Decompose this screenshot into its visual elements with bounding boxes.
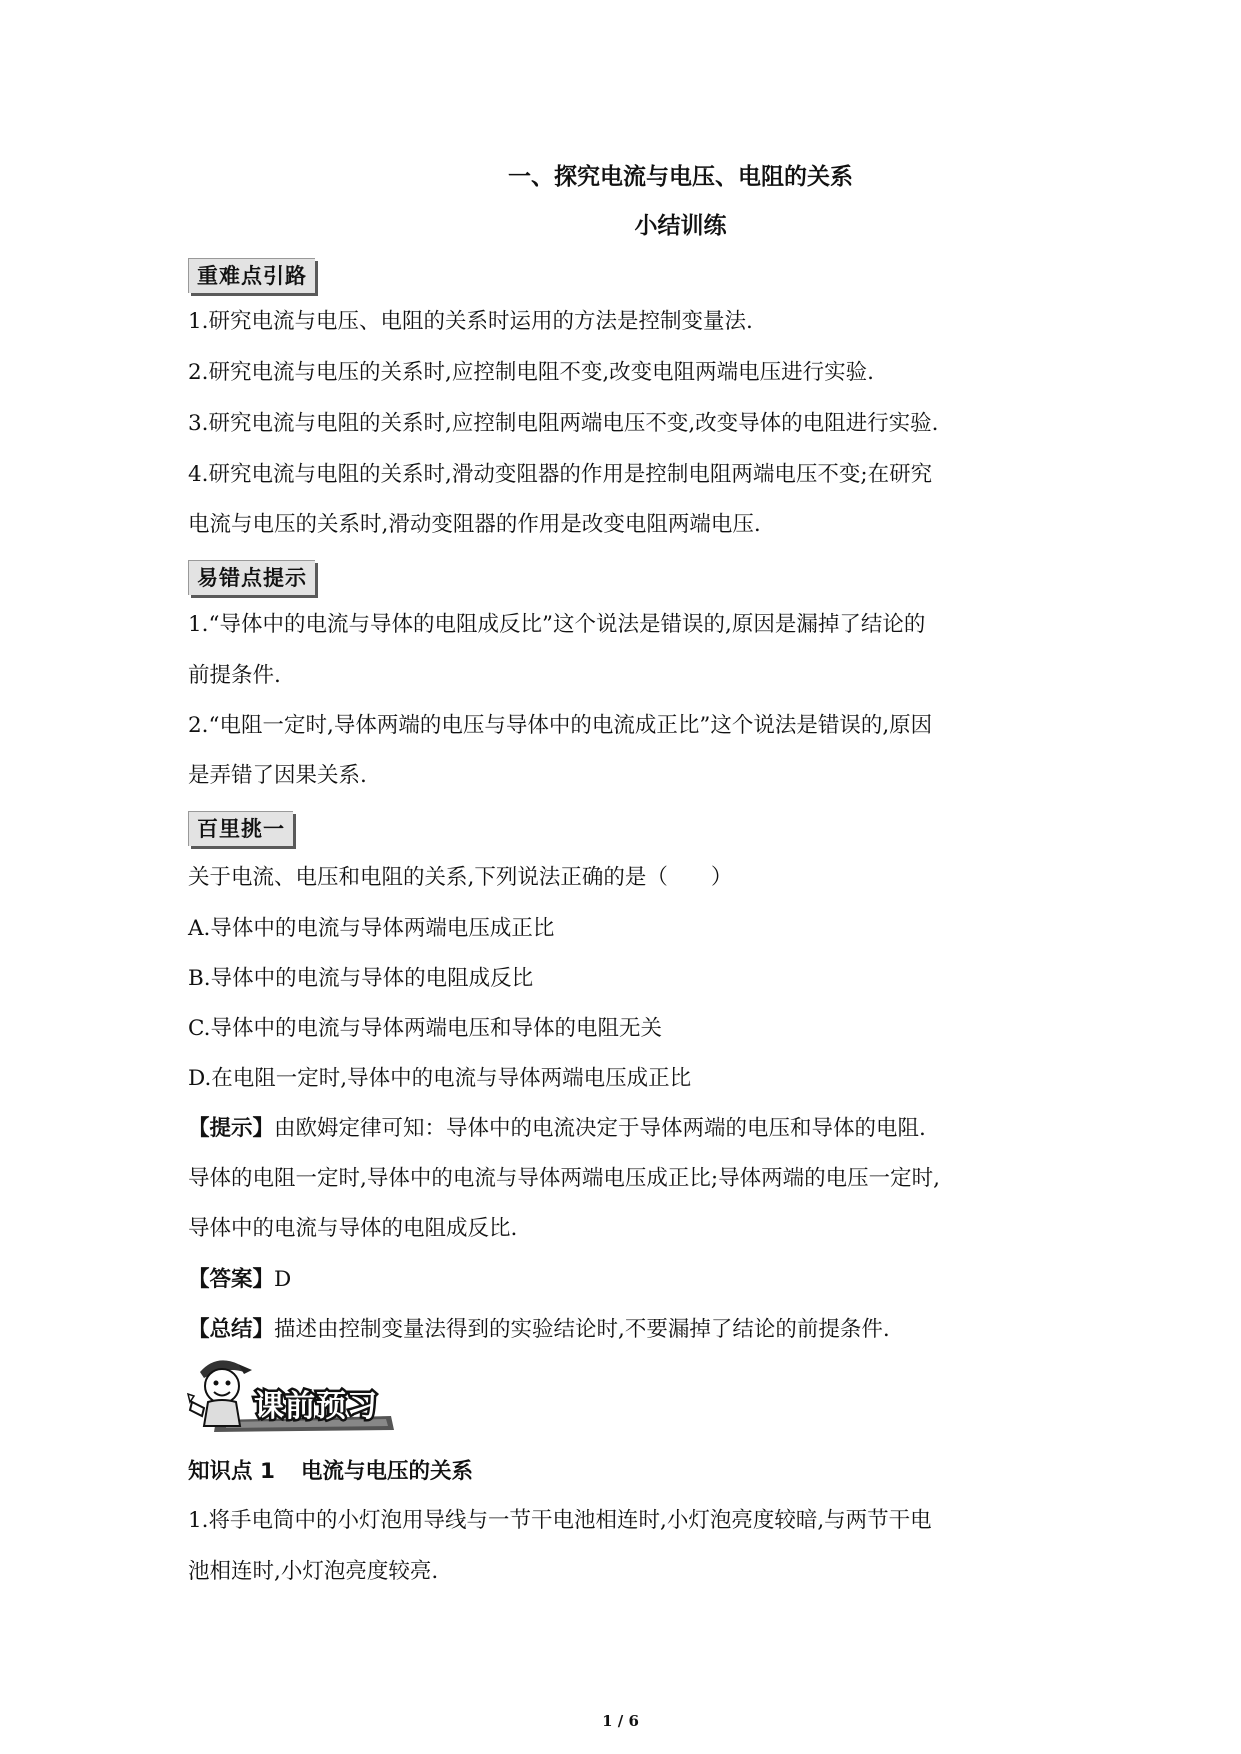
summary-text: 描述由控制变量法得到的实验结论时,不要漏掉了结论的前提条件. <box>274 1317 890 1342</box>
key-point-line: 电流与电压的关系时,滑动变阻器的作用是改变电阻两端电压. <box>188 512 761 537</box>
mascot-icon <box>188 1360 252 1426</box>
page-subtitle: 小结训练 <box>634 213 727 239</box>
option-b: B.导体中的电流与导体的电阻成反比 <box>188 966 534 991</box>
knowledge-point-label: 知识点 1 <box>188 1459 275 1484</box>
section-badge-mistakes: 易错点提示 <box>188 560 315 595</box>
key-point-line: 1.研究电流与电压、电阻的关系时运用的方法是控制变量法. <box>188 309 753 334</box>
page-number: 1 / 6 <box>602 1712 639 1730</box>
hint-line: 导体的电阻一定时,导体中的电流与导体两端电压成正比;导体两端的电压一定时, <box>188 1166 940 1191</box>
answer-label: 【答案】 <box>188 1267 275 1292</box>
answer-value: D <box>274 1267 292 1292</box>
preview-line: 1.将手电筒中的小灯泡用导线与一节干电池相连时,小灯泡亮度较暗,与两节干电 <box>188 1508 932 1533</box>
option-a: A.导体中的电流与导体两端电压成正比 <box>188 916 555 941</box>
knowledge-point-name: 电流与电压的关系 <box>300 1459 473 1484</box>
section-badge-example: 百里挑一 <box>188 811 293 846</box>
banner-text: 课前预习 <box>254 1389 378 1424</box>
question-text: 关于电流、电压和电阻的关系,下列说法正确的是（ ） <box>188 865 733 890</box>
key-point-line: 2.研究电流与电压的关系时,应控制电阻不变,改变电阻两端电压进行实验. <box>188 360 875 385</box>
key-point-line: 3.研究电流与电阻的关系时,应控制电阻两端电压不变,改变导体的电阻进行实验. <box>188 411 939 436</box>
option-c: C.导体中的电流与导体两端电压和导体的电阻无关 <box>188 1016 663 1041</box>
hint-text: 由欧姆定律可知：导体中的电流决定于导体两端的电压和导体的电阻. <box>274 1116 926 1141</box>
hint-line: 导体中的电流与导体的电阻成反比. <box>188 1216 518 1241</box>
mistake-line: 前提条件. <box>188 663 281 688</box>
preview-line: 池相连时,小灯泡亮度较亮. <box>188 1559 439 1584</box>
mistake-line: 1.“导体中的电流与导体的电阻成反比”这个说法是错误的,原因是漏掉了结论的 <box>188 612 926 637</box>
key-point-line: 4.研究电流与电阻的关系时,滑动变阻器的作用是控制电阻两端电压不变;在研究 <box>188 462 933 487</box>
section-badge-key-points: 重难点引路 <box>188 258 315 293</box>
mistake-line: 是弄错了因果关系. <box>188 763 367 788</box>
option-d: D.在电阻一定时,导体中的电流与导体两端电压成正比 <box>188 1066 692 1091</box>
preview-banner <box>186 1350 398 1436</box>
answer-line <box>188 1265 291 1295</box>
knowledge-point-title <box>188 1454 473 1485</box>
hint-line <box>188 1114 926 1144</box>
hint-label: 【提示】 <box>188 1116 275 1141</box>
summary-label: 【总结】 <box>188 1317 275 1342</box>
page-title: 一、探究电流与电压、电阻的关系 <box>508 164 853 190</box>
summary-line <box>188 1315 890 1345</box>
mistake-line: 2.“电阻一定时,导体两端的电压与导体中的电流成正比”这个说法是错误的,原因 <box>188 713 933 738</box>
